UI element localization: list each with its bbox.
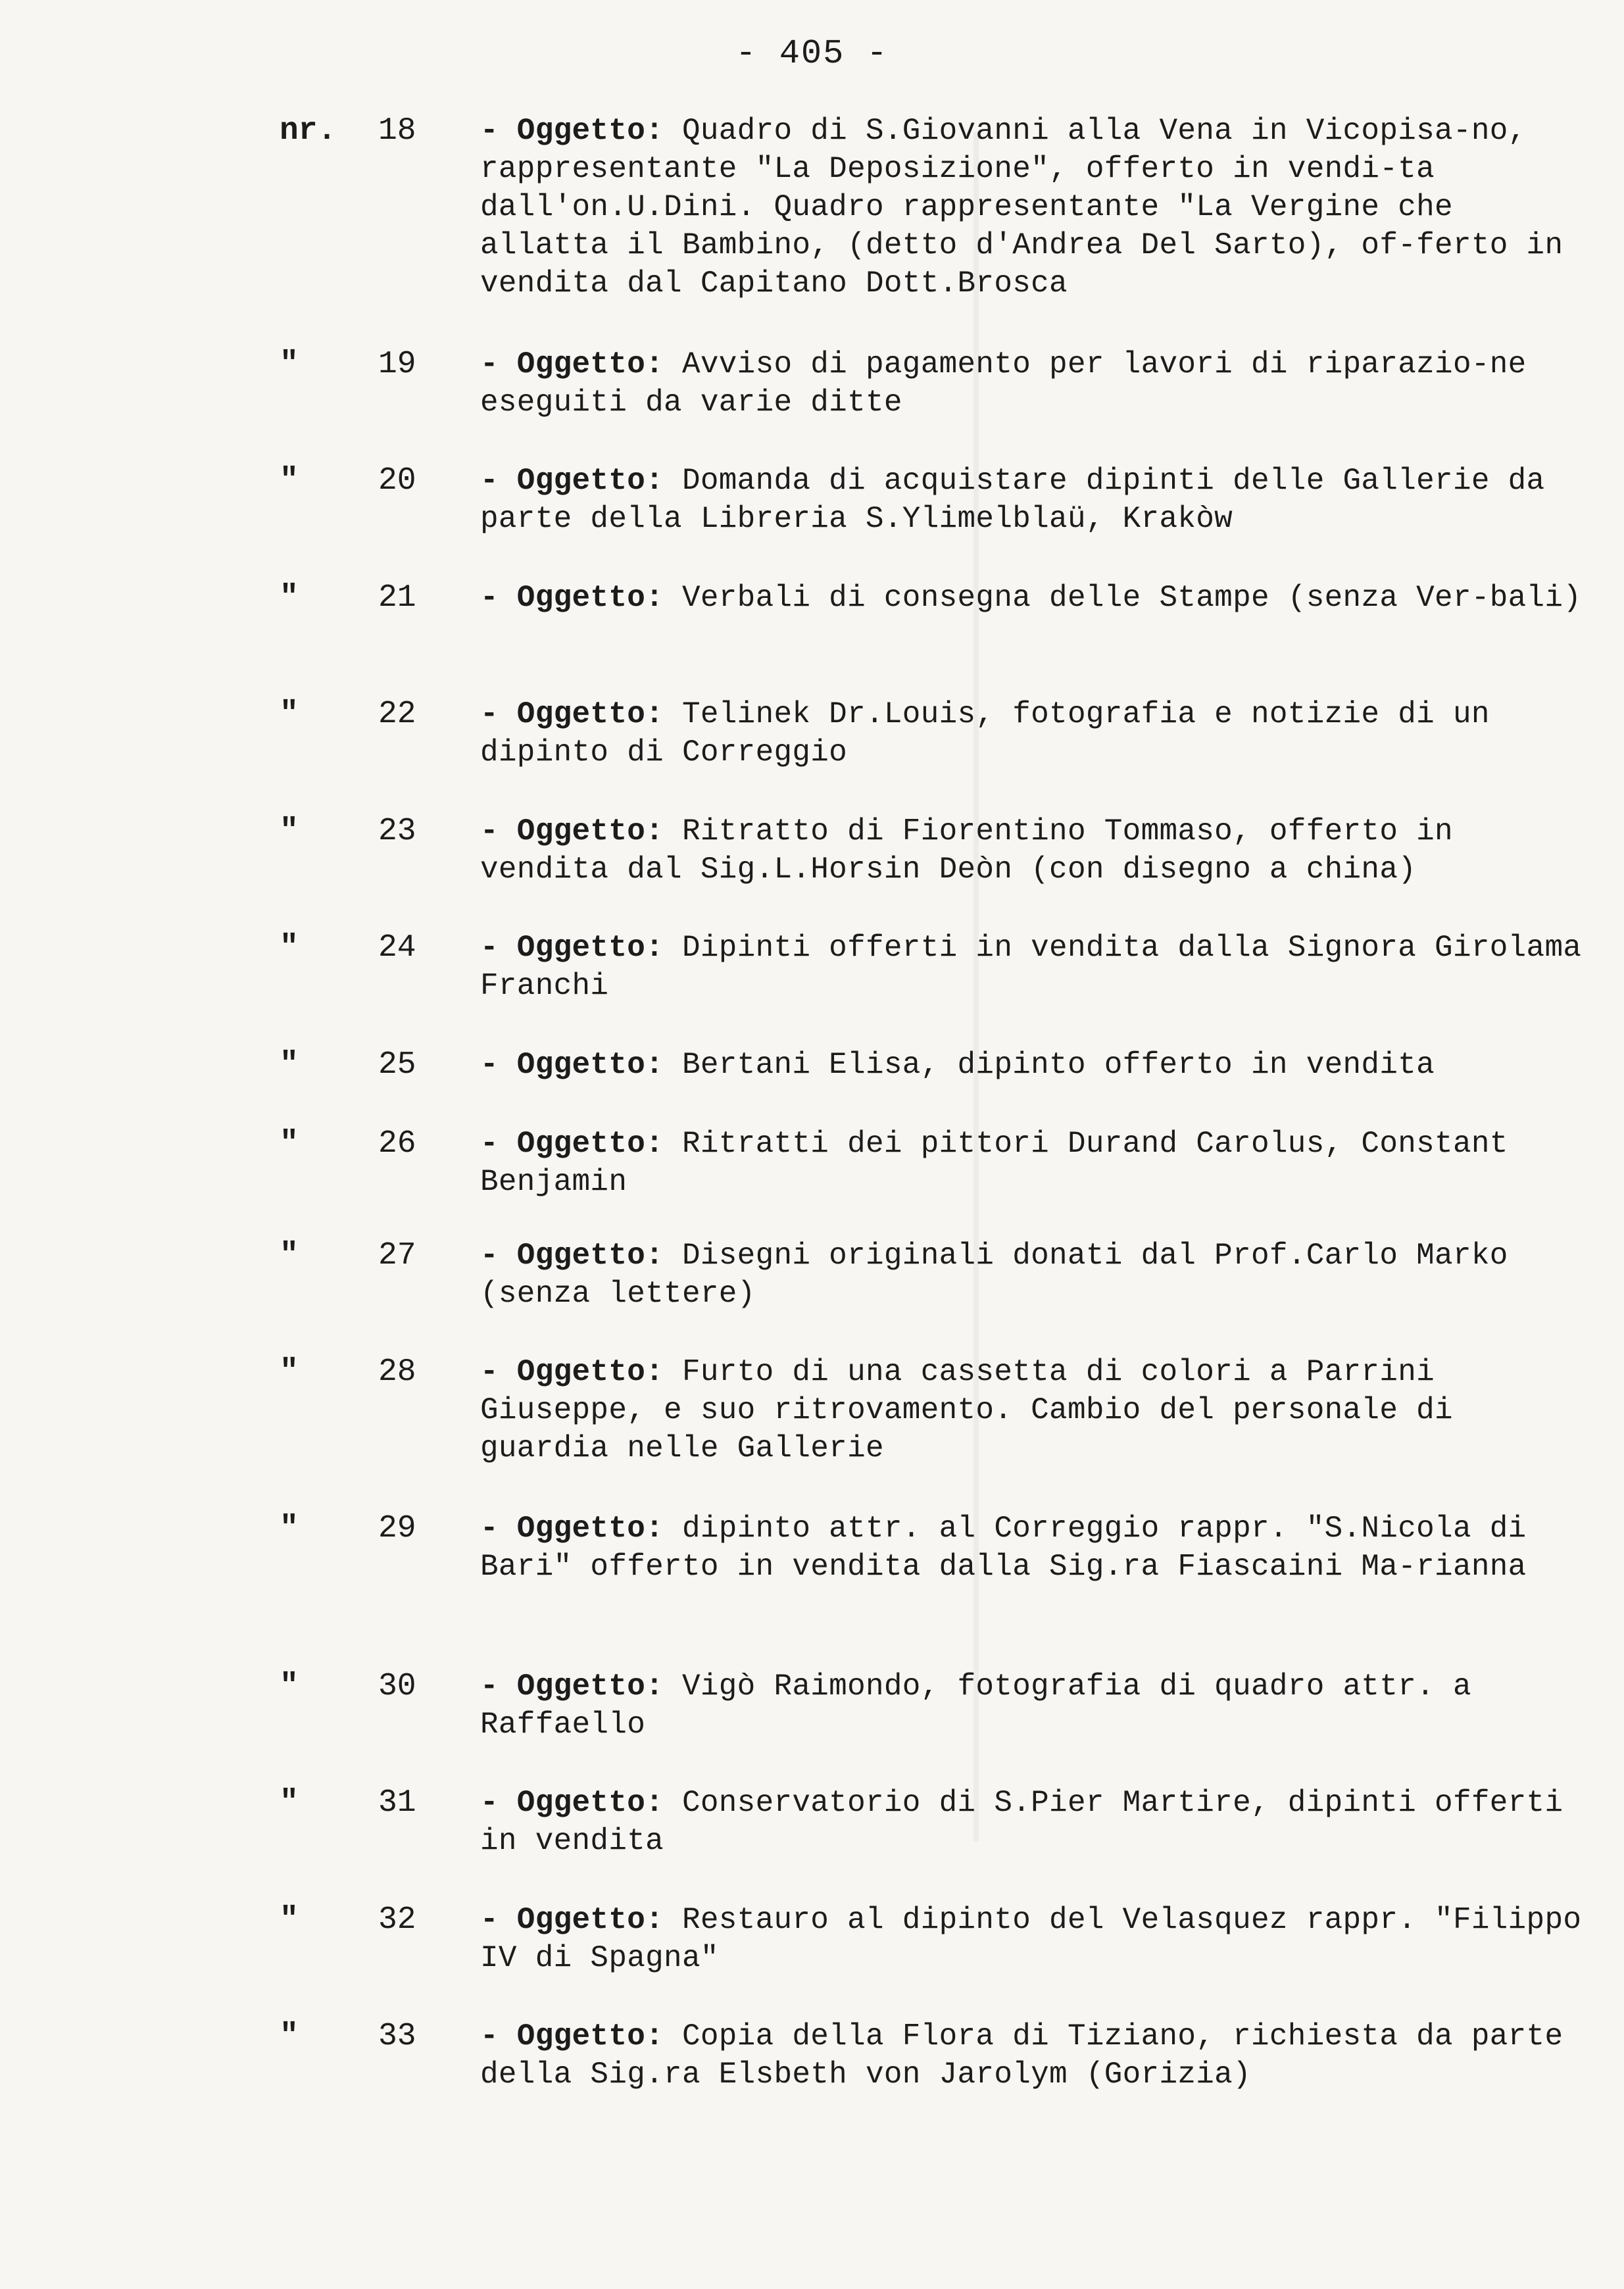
entry-prefix: " bbox=[280, 1238, 299, 1273]
entry-description: Furto di una cassetta di colori a Parrini Giuseppe, e suo ritrovamento. Cambio del personale di guardia nelle Gallerie bbox=[480, 1355, 1453, 1465]
entry-number: 33 bbox=[378, 2019, 416, 2054]
entry-prefix: " bbox=[280, 814, 299, 849]
entry-text bbox=[480, 462, 1592, 538]
entry-description: Verbali di consegna delle Stampe (senza Ver-bali) bbox=[664, 581, 1582, 615]
entry-label: - Oggetto: bbox=[480, 1786, 664, 1820]
entry-text bbox=[480, 1125, 1592, 1201]
entry-prefix: " bbox=[280, 930, 299, 966]
entry-description: Ritratto di Fiorentino Tommaso, offerto in vendita dal Sig.L.Horsin Deòn (con disegno a china) bbox=[480, 814, 1453, 887]
entry-number: 20 bbox=[378, 463, 416, 499]
entry-description: Quadro di S.Giovanni alla Vena in Vicopisa-no, rappresentante "La Deposizione", offerto in vendi-ta dall'on.U.Dini. Quadro rappresentante "La Vergine che allatta il Bambino, (detto d'Andrea Del Sarto), of-ferto in vendita dal Capitano Dott.Brosca bbox=[480, 114, 1563, 301]
entry-text bbox=[480, 812, 1592, 889]
entry-prefix: " bbox=[280, 697, 299, 732]
entry-label: - Oggetto: bbox=[480, 1239, 664, 1273]
entry-number: 27 bbox=[378, 1238, 416, 1273]
entry-number: 28 bbox=[378, 1354, 416, 1390]
entry-description: Dipinti offerti in vendita dalla Signora Girolama Franchi bbox=[480, 931, 1582, 1003]
entry-label: - Oggetto: bbox=[480, 697, 664, 731]
entry-description: Bertani Elisa, dipinto offerto in vendita bbox=[664, 1048, 1435, 1082]
entry-label: - Oggetto: bbox=[480, 1048, 664, 1082]
entry-label: - Oggetto: bbox=[480, 114, 664, 148]
entry-description: Copia della Flora di Tiziano, richiesta da parte della Sig.ra Elsbeth von Jarolym (Gorizia) bbox=[480, 2019, 1563, 2092]
entry-text bbox=[480, 345, 1592, 422]
entry-label: - Oggetto: bbox=[480, 1127, 664, 1161]
entry-description: Vigò Raimondo, fotografia di quadro attr. a Raffaello bbox=[480, 1669, 1471, 1742]
entry-description: Disegni originali donati dal Prof.Carlo Marko (senza lettere) bbox=[480, 1239, 1508, 1311]
entry-description: Restauro al dipinto del Velasquez rappr. "Filippo IV di Spagna" bbox=[480, 1903, 1582, 1975]
entry-number: 24 bbox=[378, 930, 416, 966]
entry-label: - Oggetto: bbox=[480, 464, 664, 498]
entry-number: 25 bbox=[378, 1047, 416, 1083]
entry-description: Conservatorio di S.Pier Martire, dipinti offerti in vendita bbox=[480, 1786, 1563, 1858]
entry-label: - Oggetto: bbox=[480, 1355, 664, 1389]
entry-text bbox=[480, 695, 1592, 772]
entry-text bbox=[480, 1353, 1592, 1467]
entry-prefix: " bbox=[280, 1126, 299, 1162]
entry-prefix: " bbox=[280, 1669, 299, 1704]
entry-number: 30 bbox=[378, 1669, 416, 1704]
entry-text bbox=[480, 1237, 1592, 1313]
entry-label: - Oggetto: bbox=[480, 581, 664, 615]
entry-description: dipinto attr. al Correggio rappr. "S.Nicola di Bari" offerto in vendita dalla Sig.ra Fiascaini Ma-rianna bbox=[480, 1512, 1527, 1584]
entry-prefix: " bbox=[280, 347, 299, 382]
entry-description: Ritratti dei pittori Durand Carolus, Constant Benjamin bbox=[480, 1127, 1508, 1199]
entry-number: 21 bbox=[378, 580, 416, 616]
entry-text bbox=[480, 1901, 1592, 1977]
entry-text bbox=[480, 1510, 1592, 1586]
entry-text bbox=[480, 929, 1592, 1005]
page-number: - 405 - bbox=[735, 34, 889, 73]
entry-label: - Oggetto: bbox=[480, 814, 664, 849]
entry-label: - Oggetto: bbox=[480, 2019, 664, 2054]
entry-prefix: " bbox=[280, 1785, 299, 1821]
entry-number: 19 bbox=[378, 347, 416, 382]
entry-label: - Oggetto: bbox=[480, 1512, 664, 1546]
entry-text bbox=[480, 1784, 1592, 1860]
entry-number: 29 bbox=[378, 1511, 416, 1546]
entry-prefix: " bbox=[280, 463, 299, 499]
entry-prefix: " bbox=[280, 580, 299, 616]
entry-number: 22 bbox=[378, 697, 416, 732]
entry-number: 23 bbox=[378, 814, 416, 849]
entry-description: Avviso di pagamento per lavori di riparazio-ne eseguiti da varie ditte bbox=[480, 347, 1527, 420]
entry-label: - Oggetto: bbox=[480, 931, 664, 965]
entry-text bbox=[480, 1667, 1592, 1744]
entry-prefix: " bbox=[280, 1354, 299, 1390]
entry-label: - Oggetto: bbox=[480, 1903, 664, 1937]
entry-text bbox=[480, 112, 1592, 303]
entry-label: - Oggetto: bbox=[480, 1669, 664, 1704]
entry-text bbox=[480, 579, 1592, 617]
entry-description: Domanda di acquistare dipinti delle Gallerie da parte della Libreria S.Ylimelblaü, Krakòw bbox=[480, 464, 1545, 536]
entry-text bbox=[480, 1046, 1592, 1084]
entry-number: 26 bbox=[378, 1126, 416, 1162]
entry-number: 32 bbox=[378, 1902, 416, 1938]
entry-number: 31 bbox=[378, 1785, 416, 1821]
entry-prefix: " bbox=[280, 1047, 299, 1083]
entry-prefix: nr. bbox=[280, 113, 337, 149]
entry-prefix: " bbox=[280, 2019, 299, 2054]
entry-description: Telinek Dr.Louis, fotografia e notizie di un dipinto di Correggio bbox=[480, 697, 1490, 770]
entry-text bbox=[480, 2017, 1592, 2094]
entry-prefix: " bbox=[280, 1511, 299, 1546]
entry-label: - Oggetto: bbox=[480, 347, 664, 382]
entry-number: 18 bbox=[378, 113, 416, 149]
entry-prefix: " bbox=[280, 1902, 299, 1938]
